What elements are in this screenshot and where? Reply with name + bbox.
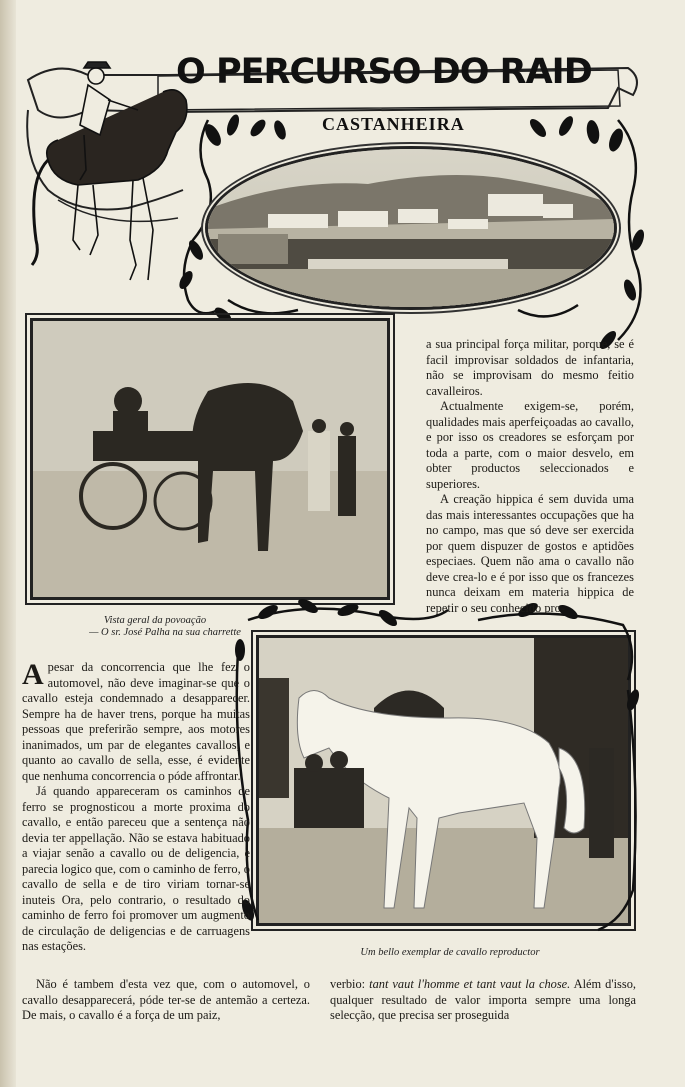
village-panorama-photo — [205, 146, 617, 310]
page-subtitle: CASTANHEIRA — [322, 114, 465, 134]
photo1-caption-line2: — O sr. José Palha na sua charrette — [89, 627, 241, 638]
paragraph: Actualmente exigem-se, porém, qualidades mais aperfeiçoadas ao cavallo, e por isso os creadores se esforçam por toda a parte, com o maior desvelo, em obter productos seleccionados e superiores. — [426, 399, 634, 491]
photo2-vine-ornament — [228, 590, 648, 940]
left-bottom-paragraph: Não é tambem d'esta vez que, com o automovel, o cavallo desapparecerá, póde ter-se de antemão a certeza. De mais, o cavallo é a força de um paiz, — [22, 977, 310, 1022]
proverb-lead: verbio: — [330, 977, 370, 991]
horse-rider-illustration — [32, 62, 187, 280]
right-column-text — [426, 337, 634, 616]
paragraph: Já quando appareceram os caminhos de ferro se prognosticou a morte proxima do cavallo, e então pareceu que a sentença não devia ter appellação. Não se estava habituado a viajar senão a cavallo ou de deligencia, e parecia logico que, com o caminho de ferro, o cavallo de sella e de tiro viriam tornar-se inuteis Ora, pelo contrario, o resultado do caminho de ferro foi promover um augmento de circulação de deligencias e de carruagens nas estações. — [22, 784, 250, 953]
paragraph: pesar da concorrencia que lhe fez o automovel, não deve imaginar-se que o cavallo esteja condemnado a desapparecer. Sempre ha de haver trens, porque ha muitas pessoas que preferirão sempre, aos motores inanimados, um par de elegantes cavallos, e quanto ao cavallo de sella, esse, é evidente que nenhuma concorrencia o póde affrontar. — [22, 660, 250, 783]
paragraph: A creação hippica é sem duvida uma das mais interessantes occupações que ha no campo, mas que só deve ser exercida por quem dispuzer de gostos e aptidões especiaes. Quem não ama o cavallo não deve crea-lo e é por isso que os francezes nunca deixam em materia hippica de repetir o seu conhecido pro- — [426, 492, 634, 615]
page-spine — [0, 0, 16, 1087]
paragraph: a sua principal força militar, porque, se é facil improvisar soldados de infantaria, não se improvisam do mesmo feitio cavalleiros. — [426, 337, 634, 398]
photo1-caption-line1: Vista geral da povoação — [103, 615, 207, 626]
left-column-text — [22, 660, 250, 955]
photo2-caption: Um bello exemplar de cavallo reproductor — [360, 947, 540, 958]
proverb-continuation: Além d'isso, qualquer resultado de valor importa sempre uma longa selecção, que precisa ser proseguida — [330, 977, 636, 1022]
drop-cap: A — [22, 658, 44, 691]
proverb-italic: tant vaut l'homme et tant vaut la chose. — [369, 977, 571, 991]
right-bottom-paragraph — [330, 977, 636, 1024]
carriage-photo — [30, 318, 390, 600]
page-title: O PERCURSO DO RAID — [176, 52, 592, 92]
